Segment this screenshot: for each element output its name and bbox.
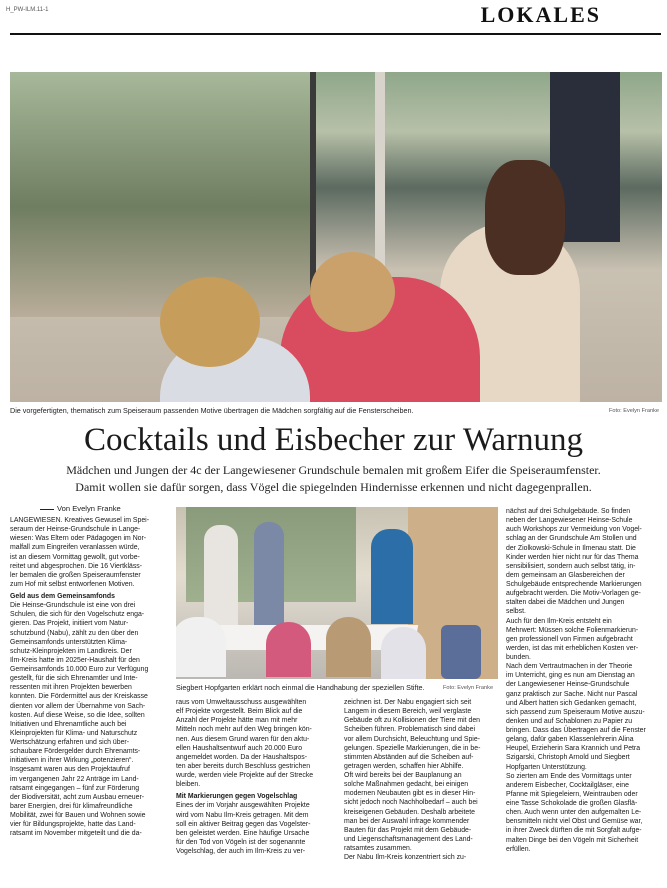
text-line: Hopfgarten Unterstützung. <box>506 763 587 771</box>
text-line: seraum der Heinse-Grundschule in Lange- <box>10 526 141 534</box>
text-line: barer Energien, drei für klimafreundliche <box>10 802 133 810</box>
text-line: ellen Haushaltsentwurf auch 20.000 Euro <box>176 744 303 752</box>
text-line: wurde, werden viele Projekte auf der Strecke <box>176 772 314 779</box>
text-line: schutz-Kleinprojekten im Landkreis. Der <box>10 647 132 655</box>
text-line: werden, ist das mit erheblichen Kosten ver- <box>506 644 639 652</box>
main-photo-caption: Die vorgefertigten, thematisch zum Speiseraum passenden Motive übertragen die Mädchen sorgfältig auf die Fensterscheiben. <box>10 406 414 415</box>
text-line: anderem Eisbecher, Cocktailgläser, eine <box>506 781 629 789</box>
text-line: ratsamt eingegangen – fünf zur Förderung <box>10 784 140 792</box>
secondary-photo <box>176 507 498 679</box>
text-line: gen professionell von Firmen aufgebracht <box>506 635 633 643</box>
subheading: Geld aus dem Gemeinsamfonds <box>10 593 115 600</box>
text-line: reitet und abgesprochen. Die 16 Viertkläss- <box>10 562 143 570</box>
text-line: Nach dem Vertrautmachen in der Theorie <box>506 663 633 671</box>
text-line: Bauten für das Projekt mit dem Gebäude- <box>344 826 472 834</box>
text-line: in ihrer Zweck dürften die mit Sorgfalt aufge- <box>506 827 642 835</box>
text-line: neben der Langewiesener Heinse-Schule <box>506 517 633 525</box>
secondary-photo-credit: Foto: Evelyn Franke <box>443 685 494 691</box>
text-line: bunden. <box>506 654 531 661</box>
text-line: kreiseigenen Gebäuden. Deshalb arbeitete <box>344 808 476 816</box>
column-3 <box>344 698 498 862</box>
text-line: Eines der im Vorjahr ausgewählten Projekte <box>176 802 310 810</box>
text-line: bensmitteln nicht viel Obst und Gemüse war, <box>506 818 643 826</box>
text-line: gestellt, für die sich Ehrenamtler und Inte- <box>10 675 138 683</box>
subhead-line: Damit wollen sie dafür sorgen, dass Vögel die spiegelnden Hindernisse erkennen und nicht dagegenprallen. <box>75 480 592 494</box>
subheading: Mit Markierungen gegen Vogelschlag <box>176 793 298 801</box>
text-line: erfüllen. <box>506 845 531 853</box>
text-line: auch Workshops zur Vermeidung von Vogel- <box>506 526 642 534</box>
text-line: soll ein aktiver Beitrag gegen das Vogelster- <box>176 820 311 828</box>
text-line: Scheiben führen. Problematisch sind dabei <box>344 726 476 734</box>
text-line: sensibilisiert, sondern auch selbst tätig, in- <box>506 562 636 570</box>
text-line: gieren. Das Projekt, initiiert vom Natur- <box>10 620 129 628</box>
text-line: Gemeinsamfonds 10.000 Euro zur Verfügung <box>10 666 149 673</box>
text-line: Wertschätzung erfahren und sich über- <box>10 739 129 746</box>
text-line: ben geleistet werden. Eine häufige Ursache <box>176 829 310 837</box>
text-line: wird vom Nabu Ilm-Kreis getragen. Mit dem <box>176 811 309 819</box>
column-2 <box>176 698 330 856</box>
column-1 <box>10 516 168 838</box>
text-line: für den Tod von Vögeln ist der sogenannte <box>176 838 306 846</box>
text-line: ratsamtes zusammen. <box>344 845 412 852</box>
text-line: nächst auf drei Schulgebäude. So finden <box>506 508 631 515</box>
text-line: Gebäude oft zu Kollisionen der Tiere mit den <box>344 717 480 725</box>
text-line: konnten. Die Fördermittel aus der Kreiskasse <box>10 693 148 701</box>
text-line: Langem in diesem Bereich, weil verglaste <box>344 708 472 716</box>
text-line: zum Hof mit selbst entworfenen Motiven. <box>10 580 135 588</box>
subhead-line: Mädchen und Jungen der 4c der Langewiesener Grundschule bemalen mit großem Eifer die Speiseraumfenster. <box>66 463 601 477</box>
text-line: gelang, dafür gaben Klassenlehrerin Alina <box>506 736 634 744</box>
text-line: Anzahl der Projekte hätte man mit mehr <box>176 717 298 725</box>
text-line: Szigarski, Christoph Arnold und Siegbert <box>506 754 630 762</box>
section-rule <box>10 33 661 35</box>
text-line: der Langewiesener Heinse-Grundschule <box>506 681 630 689</box>
text-line: schlag an der Grundschule Am Stollen und <box>506 535 637 543</box>
text-line: bringen. Dass das Übertragen auf die Fenster <box>506 727 646 734</box>
section-title: LOKALES <box>480 2 601 27</box>
text-line: dienten vor allem der Übernahme von Sach- <box>10 702 146 710</box>
text-line: Heupel, Erzieherin Sara Krannich und Petra <box>506 745 641 753</box>
text-line: ten aber bereits durch Beschluss gestrichen <box>176 762 311 770</box>
text-line: denken und auf Schablonen zu Papier zu <box>506 717 633 725</box>
text-line: ler bemalen die großen Speiseraumfenster <box>10 571 141 579</box>
text-line: Der Nabu Ilm-Kreis konzentriert sich zu- <box>344 854 467 862</box>
main-photo <box>10 72 662 402</box>
text-line: zeichnen ist. Der Nabu engagiert sich seit <box>344 699 472 706</box>
main-photo-credit: Foto: Evelyn Franke <box>608 408 659 414</box>
text-line: Mobilität, zwei für Bauen und Wohnen sowie <box>10 812 146 819</box>
text-line: ist an diesem Vormittag gewollt, gut vorbe- <box>10 553 140 561</box>
column-4 <box>506 507 660 854</box>
text-line: LANGEWIESEN. Kreatives Gewusel im Spei- <box>10 517 150 524</box>
text-line: Kleinprojekten für Klima- und Naturschutz <box>10 729 138 737</box>
byline-text: Von Evelyn Franke <box>57 504 121 513</box>
text-line: solche Maßnahmen gedacht, bei einigen <box>344 781 469 789</box>
text-line: und Liegenschaftsmanagement des Land- <box>344 835 473 843</box>
text-line: stalten dabei die Mädchen und Jungen <box>506 599 625 607</box>
text-line: schaubare Fördergelder durch Ehrenamts- <box>10 748 141 756</box>
text-line: dem gemeinsam an Glasbereichen der <box>506 571 625 579</box>
text-line: malten Dinge bei den Vögeln mit Sicherheit <box>506 836 639 844</box>
text-line: ganz praktisch zur Sache. Nicht nur Pascal <box>506 690 638 698</box>
text-line: modernen Neubauten gibt es in dieser Hin- <box>344 790 476 798</box>
text-line: elf Projekte vorgestellt. Beim Blick auf die <box>176 708 303 716</box>
text-line: vor allem Durchsicht, Beleuchtung und Spie- <box>344 735 480 743</box>
text-line: schutzbund (Nabu), zählt zu den über den <box>10 629 139 637</box>
text-line: Die Heinse-Grundschule ist eine von drei <box>10 602 136 610</box>
byline <box>40 504 121 513</box>
text-line: Mitteln noch mehr auf den Weg bringen kön- <box>176 726 312 734</box>
text-line: Vogelschlag, der auch im Ilm-Kreis zu ver- <box>176 848 306 855</box>
text-line: Initiativen und Ehrenamtliche auch bei <box>10 720 127 728</box>
text-line: man bei der Auswahl infrage kommender <box>344 817 470 825</box>
text-line: selbst. <box>506 608 526 616</box>
text-line: Schulgebäude entsprechende Markierungen <box>506 581 642 588</box>
text-line: sicht jedoch noch Nachholbedarf – auch bei <box>344 799 478 807</box>
text-line: bleiben. <box>176 781 201 789</box>
text-line: im Unterricht, ging es nun am Dienstag an <box>506 672 635 680</box>
text-line: vier für Bildungsprojekte, hatte das Land- <box>10 821 136 829</box>
page-code: H_PW-ILM.11-1 <box>6 7 49 13</box>
text-line: der Ziolkowski-Schule in Ilmenau statt. Die <box>506 544 636 552</box>
text-line: Gemeinsamfonds unterstützten Klima- <box>10 638 128 646</box>
text-line: Kinder werden hier nicht nur für das Thema <box>506 553 639 561</box>
text-line: im vergangenen Jahr 22 Anträge im Land- <box>10 775 139 783</box>
text-line: gelungen. Spezielle Markierungen, die in be- <box>344 744 481 752</box>
text-line: getragen werden, schaffen hier Abhilfe. <box>344 762 464 770</box>
text-line: Schulen, die sich für den Vogelschutz enga- <box>10 611 145 619</box>
secondary-photo-caption: Siegbert Hopfgarten erklärt noch einmal die Handhabung der speziellen Stifte. <box>176 683 425 692</box>
text-line: chen. Auch wenn unter den aufgemalten Le- <box>506 809 642 817</box>
text-line: Ilm-Kreis hatte im 2025er-Haushalt für den <box>10 656 140 664</box>
text-line: stimmten Abständen auf die Scheiben auf- <box>344 753 474 761</box>
text-line: malfall zum Eingreifen veranlassen würde, <box>10 544 140 552</box>
text-line: aufgebracht werden. Die Motiv-Vorlagen ge- <box>506 590 641 598</box>
text-line: Auch für den Ilm-Kreis entsteht ein <box>506 617 612 625</box>
text-line: Insgesamt waren aus den Projektaufruf <box>10 766 130 774</box>
text-line: kosten. Auf diese Weise, so die Idee, sollten <box>10 711 145 719</box>
text-line: nen. Aus diesem Grund waren für den aktu- <box>176 735 310 743</box>
text-line: wiesen: Was Eltern oder Pädagogen im Nor- <box>10 535 147 543</box>
text-line: Mehrwert: Müssen solche Folienmarkierun- <box>506 626 639 634</box>
text-line: raus vom Umweltausschuss ausgewählten <box>176 699 307 706</box>
text-line: der Biodiversität, acht zum Ausbau erneuer- <box>10 793 145 801</box>
text-line: initiativen in ihrer Wirkung „potenzieren“. <box>10 757 134 765</box>
text-line: sich passend zum Speiseraum Motive auszu- <box>506 708 645 716</box>
text-line: Oft wird bereits bei der Bauplanung an <box>344 772 462 779</box>
text-line: So zierten am Ende des Vormittags unter <box>506 772 632 780</box>
subheadline <box>0 462 667 496</box>
text-line: eine Tasse Schokolade die großen Glasflä- <box>506 800 638 807</box>
text-line: ressenten mit ihren Projekten bewerben <box>10 684 132 692</box>
text-line: und Albert hatten sich Gedanken gemacht, <box>506 699 637 707</box>
text-line: ratsamt im November mitgeteilt und die da- <box>10 830 142 838</box>
text-line: angemeldet worden. Da der Haushaltspos- <box>176 753 307 761</box>
headline: Cocktails und Eisbecher zur Warnung <box>84 422 583 458</box>
text-line: Pfanne mit Spiegeleiern, Weintrauben oder <box>506 790 638 798</box>
